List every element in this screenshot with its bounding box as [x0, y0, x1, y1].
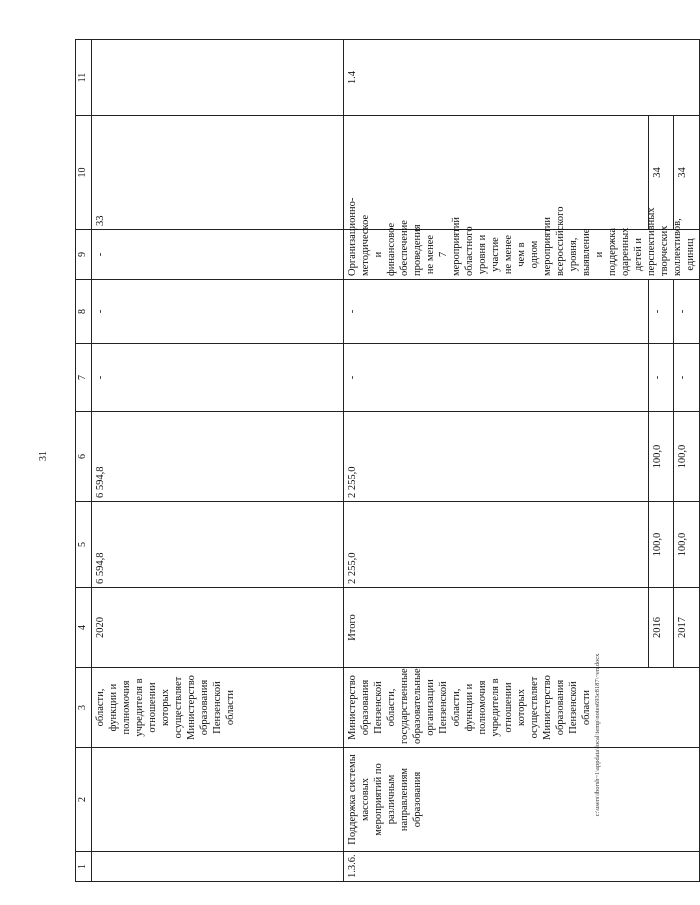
table-row	[344, 40, 649, 882]
page-number: 31	[38, 451, 49, 461]
cell-year: 2016	[648, 588, 674, 668]
cell-col8: -	[92, 280, 344, 344]
cell-col7: -	[92, 344, 344, 412]
cell-regional-budget: 100,0	[674, 412, 700, 502]
col-header-5: 5	[76, 502, 92, 588]
cell-regional-budget: 6 594,8	[92, 412, 344, 502]
cell-executor: области, функции и полномочия учредителя в отношении которых осуществляет Министерство образования Пензенской области	[92, 668, 344, 748]
cell-col10	[344, 116, 649, 230]
header-row	[76, 40, 92, 882]
col-header-4: 4	[76, 588, 92, 668]
col-header-1: 1	[76, 852, 92, 882]
cell-col10: 34	[674, 116, 700, 230]
cell-total: 100,0	[648, 502, 674, 588]
col-header-10: 10	[76, 116, 92, 230]
cell-col7: -	[648, 344, 674, 412]
cell-total: 100,0	[674, 502, 700, 588]
cell-col9: -	[92, 230, 344, 280]
cell-executor: Министерство образования Пензенской области, государственные образовательные организации Пензенской области, функции и полномочия учредителя в отношении которых осуществляет Министерство образования Пензенской области	[344, 668, 700, 748]
cell-name	[92, 748, 344, 852]
col-header-7: 7	[76, 344, 92, 412]
cell-regional-budget: 100,0	[648, 412, 674, 502]
cell-name: Поддержка системы массовых мероприятий по различным направлениям образования	[344, 748, 700, 852]
cell-col7: -	[344, 344, 649, 412]
cell-col7: -	[674, 344, 700, 412]
cell-regional-budget: 2 255,0	[344, 412, 649, 502]
cell-col11	[92, 40, 344, 116]
cell-year: 2020	[92, 588, 344, 668]
col-header-11: 11	[76, 40, 92, 116]
cell-col11: 1.4	[344, 40, 700, 116]
cell-col9: Организационно-методическое и финансовое обеспечение проведения не менее 7 мероприятий областного уровня и участие не менее чем в одном мероприятии всероссийского уровня, выявление и поддержка одаренных детей и перспективных творческих коллективов, единиц	[344, 230, 700, 280]
col-header-9: 9	[76, 230, 92, 280]
cell-code	[92, 852, 344, 882]
cell-col8: -	[674, 280, 700, 344]
cell-total-label: Итого	[344, 588, 649, 668]
col-header-3: 3	[76, 668, 92, 748]
cell-col8: -	[648, 280, 674, 344]
col-header-6: 6	[76, 412, 92, 502]
cell-col10: 33	[92, 116, 344, 230]
table-row	[92, 40, 344, 882]
cell-total: 6 594,8	[92, 502, 344, 588]
col-header-8: 8	[76, 280, 92, 344]
program-table	[75, 39, 700, 882]
cell-total: 2 255,0	[344, 502, 649, 588]
cell-year: 2017	[674, 588, 700, 668]
file-path-footer: c:\users\iborsh~1\appdata\local\temp\notes693c8187\~en.docx	[594, 653, 601, 817]
cell-col8: -	[344, 280, 649, 344]
cell-col10: 34	[648, 116, 674, 230]
cell-code: 1.3.6.	[344, 852, 700, 882]
col-header-2: 2	[76, 748, 92, 852]
